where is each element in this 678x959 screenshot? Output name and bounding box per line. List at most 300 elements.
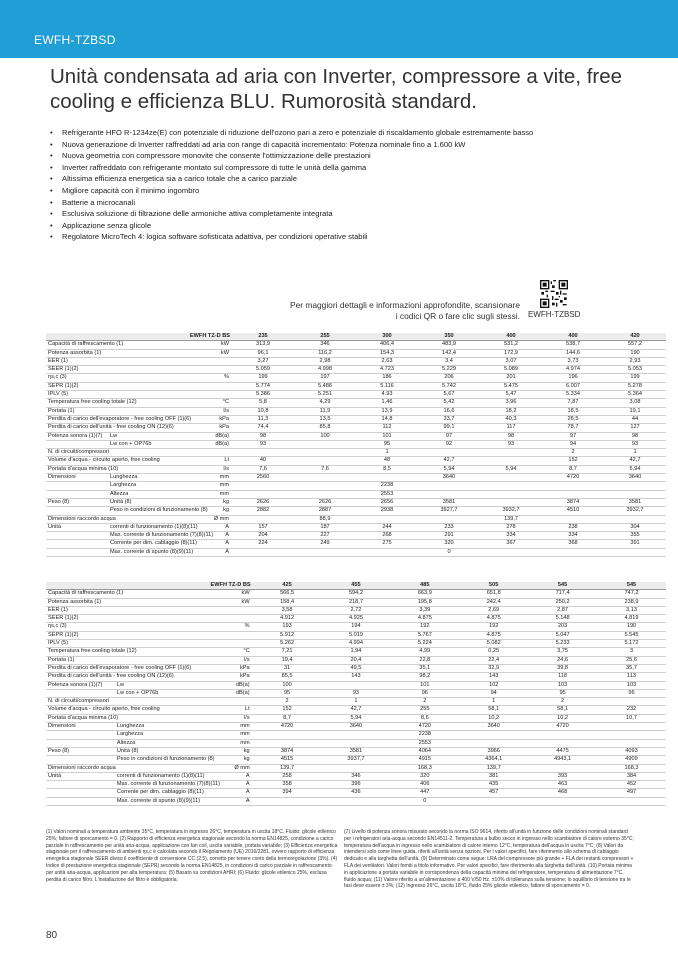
bullet-dot: • [50, 174, 53, 184]
feature-item [50, 220, 650, 232]
table-cell: 143 [322, 673, 391, 681]
table-cell: 5.059 [232, 366, 294, 374]
feature-item [50, 150, 650, 162]
table-column-header: 235 [232, 333, 294, 341]
table-cell: 250,2 [528, 598, 597, 606]
table-cell [480, 498, 542, 506]
table-cell: 3927,7 [418, 507, 480, 515]
table-cell [115, 764, 184, 772]
table-cell: 186 [356, 374, 418, 382]
table-cell [108, 382, 170, 390]
table-cell: Altezza [108, 490, 170, 498]
table-cell: 11,9 [294, 407, 356, 415]
table-model-label: EWFH TZ-D BS [46, 333, 232, 341]
table-row [46, 366, 666, 374]
table-cell: 2560 [232, 474, 294, 482]
table-cell [459, 739, 528, 747]
table-cell: 7,6 [232, 465, 294, 473]
table-cell: Lw con + OP76b [115, 689, 184, 697]
table-cell: kPa [170, 424, 232, 432]
table-cell: 3581 [418, 498, 480, 506]
table-cell: kPa [170, 415, 232, 423]
table-cell: 346 [322, 772, 391, 780]
table-cell: 3932,7 [480, 507, 542, 515]
table-cell: N. di circuiti/compressori [46, 698, 115, 706]
table-cell: 5.229 [418, 366, 480, 374]
table-cell: l/s [170, 465, 232, 473]
table-cell [115, 598, 184, 606]
table-cell: Peso (8) [46, 747, 115, 755]
table-cell: 31 [253, 664, 322, 672]
table-cell: 4.93 [356, 391, 418, 399]
table-row [46, 706, 666, 714]
table-column-header: 485 [390, 582, 459, 590]
table-cell: 346 [294, 341, 356, 349]
table-row [46, 432, 666, 440]
table-cell: 199 [232, 374, 294, 382]
table-cell [184, 631, 253, 639]
table-header-row [46, 333, 666, 341]
table-cell: 5.742 [418, 382, 480, 390]
table-cell [542, 482, 604, 490]
table-cell: dB(a) [170, 432, 232, 440]
table-cell: 5,67 [418, 391, 480, 399]
table-cell: 531,2 [480, 341, 542, 349]
table-cell: EER (1) [46, 606, 115, 614]
table-cell: 304 [604, 523, 666, 531]
table-cell: 190 [597, 623, 666, 631]
table-cell: 4475 [528, 747, 597, 755]
bullet-dot: • [50, 232, 53, 242]
table-cell: 3,73 [542, 357, 604, 365]
table-cell: 747,2 [597, 590, 666, 598]
table-cell: 4.974 [542, 366, 604, 374]
table-cell: 4720 [542, 474, 604, 482]
qr-caption: Per maggiori dettagli e informazioni approfondite, scansionare i codici QR o fare clic sugli stessi. [290, 300, 520, 321]
table-cell: 97 [542, 432, 604, 440]
table-cell: Temperatura free cooling totale (12) [48, 648, 137, 655]
table-cell: 58,1 [459, 706, 528, 714]
table-cell: kg [184, 756, 253, 764]
table-column-header: 255 [294, 333, 356, 341]
table-cell [322, 731, 391, 739]
table-row [46, 532, 666, 540]
table-row [46, 548, 666, 556]
table-cell: 4.912 [253, 615, 322, 623]
table-cell: 244 [356, 523, 418, 531]
table-row [46, 349, 666, 357]
table-cell: 2 [542, 449, 604, 457]
table-cell [170, 382, 232, 390]
table-cell: 5.251 [294, 391, 356, 399]
table-row [46, 407, 666, 415]
table-cell: Lt [170, 457, 232, 465]
table-cell: 5.233 [528, 640, 597, 648]
feature-item [50, 231, 650, 243]
table-cell: 118 [528, 673, 597, 681]
table-cell: dB(a) [184, 689, 253, 697]
table-cell [108, 366, 170, 374]
table-row [46, 540, 666, 548]
table-cell: 5.486 [294, 382, 356, 390]
table-cell [108, 449, 170, 457]
table-cell: 58,1 [528, 706, 597, 714]
table-cell: 4943,1 [528, 756, 597, 764]
bullet-dot: • [50, 185, 53, 195]
table-cell: dB(a) [184, 681, 253, 689]
table-row [46, 523, 666, 531]
table-cell: Dimensioni raccordo acqua [48, 764, 116, 771]
table-cell: 2,93 [604, 357, 666, 365]
table-cell [184, 615, 253, 623]
table-cell [108, 407, 170, 415]
table-cell: 5.224 [390, 640, 459, 648]
table-cell [115, 615, 184, 623]
table-cell: 96 [390, 689, 459, 697]
table-cell [46, 689, 115, 697]
table-cell: 5.148 [528, 615, 597, 623]
table-cell: 3,13 [597, 606, 666, 614]
table-row [46, 415, 666, 423]
table-cell: Lw con + OP76b [108, 440, 170, 448]
table-cell: l/s [170, 407, 232, 415]
table-cell: 233 [418, 523, 480, 531]
table-row [46, 772, 666, 780]
table-cell: Peso (8) [46, 498, 108, 506]
table-cell: A [184, 789, 253, 797]
table-cell: 468 [528, 789, 597, 797]
table-cell: SEPR (1)(2) [46, 631, 115, 639]
table-cell: 3,08 [604, 399, 666, 407]
table-cell: 5.172 [597, 640, 666, 648]
table-cell: 5.019 [322, 631, 391, 639]
table-cell: Potenza assorbita (1) [46, 349, 108, 357]
table-cell: 4.875 [459, 615, 528, 623]
table-row [46, 590, 666, 598]
table-cell [604, 548, 666, 556]
table-cell: 93 [604, 440, 666, 448]
table-cell: 2,63 [356, 357, 418, 365]
table-cell: 112 [356, 424, 418, 432]
table-cell: 4.819 [597, 615, 666, 623]
table-cell: 142,4 [418, 349, 480, 357]
table-cell: 8,7 [253, 714, 322, 722]
table-row [46, 424, 666, 432]
table-cell [232, 482, 294, 490]
table-cell: 190 [604, 349, 666, 357]
table-cell: Perdita di carico dell'unità - free cooling ON (12)(6) [48, 424, 174, 431]
table-cell: 406,4 [356, 341, 418, 349]
table-row [46, 399, 666, 407]
table-cell [108, 349, 170, 357]
table-cell: 78,7 [542, 424, 604, 432]
table-cell: kW [170, 341, 232, 349]
table-cell: 93 [232, 440, 294, 448]
table-cell: 196 [542, 374, 604, 382]
table-cell: 5,94 [322, 714, 391, 722]
table-cell: 10,7 [597, 714, 666, 722]
table-cell: 2656 [356, 498, 418, 506]
table-cell: 5.053 [604, 366, 666, 374]
table-cell: 22,4 [459, 656, 528, 664]
table-cell: 85,5 [253, 673, 322, 681]
feature-text: Regolatore MicroTech 4: logica software sofisticata adattiva, per condizioni operative stabili [62, 232, 368, 242]
feature-text: Applicazione senza glicole [62, 220, 152, 230]
table-cell: 139,7 [459, 764, 528, 772]
table-cell [46, 797, 115, 805]
table-cell [604, 515, 666, 523]
table-cell: Lunghezza [115, 723, 184, 731]
table-row [46, 457, 666, 465]
table-cell: 154,3 [356, 349, 418, 357]
table-cell: 7,87 [542, 399, 604, 407]
table-cell: mm [170, 482, 232, 490]
table-cell: 367 [480, 540, 542, 548]
table-cell [528, 764, 597, 772]
table-cell: 2,87 [528, 606, 597, 614]
table-cell [480, 482, 542, 490]
table-cell [115, 623, 184, 631]
table-cell: 11,3 [232, 415, 294, 423]
table-cell: 3,4 [418, 357, 480, 365]
table-cell: 2626 [294, 498, 356, 506]
feature-text: Batterie a microcanali [62, 197, 136, 207]
table-cell: 168,3 [597, 764, 666, 772]
table-cell: mm [184, 739, 253, 747]
table-column-header: 400 [542, 333, 604, 341]
table-cell: Max. corrente di spunto (8)(9)(11) [116, 797, 201, 804]
table-cell: 204 [232, 532, 294, 540]
table-cell: °C [170, 399, 232, 407]
feature-text: Inverter raffreddato con refrigerante montato sul compressore di tutte le unità della gamma [62, 162, 367, 172]
table-cell: 4.998 [294, 366, 356, 374]
table-cell: 24,6 [528, 656, 597, 664]
table-cell: 3640 [459, 723, 528, 731]
table-cell [294, 548, 356, 556]
table-cell [108, 357, 170, 365]
table-cell: 92 [418, 440, 480, 448]
table-cell: Perdita di carico dell'unità - free cooling ON (12)(6) [48, 673, 174, 680]
table-cell [356, 474, 418, 482]
table-cell: Capacità di raffrescamento (1) [48, 590, 124, 597]
table-cell [232, 449, 294, 457]
table-cell [115, 606, 184, 614]
bullet-dot: • [50, 197, 53, 207]
feature-text: Nuova generazione di Inverter raffreddati ad aria con range di capacità incrementato: Potenza nominale fino a 1.600 kW [62, 139, 466, 149]
table-cell: 238 [542, 523, 604, 531]
table-cell: 5.386 [232, 391, 294, 399]
table-cell: 2938 [356, 507, 418, 515]
table-cell: 358 [253, 781, 322, 789]
table-cell: 268 [356, 532, 418, 540]
table-cell: 5,8 [232, 399, 294, 407]
table-row [46, 631, 666, 639]
feature-text: Migliore capacità con il minimo ingombro [62, 185, 200, 195]
table-cell [108, 515, 170, 523]
table-cell: 396 [322, 781, 391, 789]
table-cell: 4,29 [294, 399, 356, 407]
table-cell: 334 [542, 532, 604, 540]
table-cell: 278 [480, 523, 542, 531]
footnotes-right: (7) Livello di potenza sonora misurato secondo la norma ISO 9614, riferito all'unità in funzione delle condizioni nominali standard per i refrigeratori aria-acqua secondo EN14511-2. Temperatura a bulbo secco in ingresso nello scambiatore di calore esterno 35°C; temperatura dell'acqua in ingresso nello scambiatore di calore interno 12°C, temperatura dell'acqua in uscita 7°C; (8) Valori da intendersi solo come linee guida, riferiti all'unità senza opzioni. Per i valori specifici, fare riferimento allo schema di cablaggio dedicato e alla targhetta dell'unità. (9) Determinato come segue: LRA del compressore più grande + FLA dei restanti compressori + FLA dei ventilatori. Valori forniti a titolo informativo. Per valori specifici, fare riferimento alla targhetta dell'unità. (10) Portata minima in applicazione a portata variabile in corrispondenza della capacità minima del refrigeratore, temperatura di alimentazione 7°C, fluido acqua; (11) Valore riferito a un'alimentazione a 400 V/50 Hz. ±10% di tolleranza sulla tensione; lo squilibrio di tensione tra le fasi deve essere ± 3%; (12) Ingresso 26°C, uscita 18°C, fluido 25% glicole etilenico, fattore di sporcamento = 0. [344, 829, 634, 890]
table-cell [46, 540, 108, 548]
table-cell: 242,4 [459, 598, 528, 606]
table-row [46, 797, 666, 805]
table-cell: 5.767 [390, 631, 459, 639]
table-cell: 232 [597, 706, 666, 714]
table-cell: 139,7 [253, 764, 322, 772]
table-cell: 663,9 [390, 590, 459, 598]
table-model-label: EWFH TZ-D BS [46, 582, 253, 590]
table-cell: 102 [459, 681, 528, 689]
table-cell: mm [184, 723, 253, 731]
table-cell: 5,42 [418, 399, 480, 407]
table-cell [108, 391, 170, 399]
table-cell [597, 731, 666, 739]
table-cell [46, 789, 115, 797]
table-cell: 49,5 [322, 664, 391, 672]
table-cell: 3581 [322, 747, 391, 755]
table-cell: 2882 [232, 507, 294, 515]
table-cell [170, 449, 232, 457]
table-cell: 4515 [253, 756, 322, 764]
table-cell [542, 490, 604, 498]
table-cell: kPa [184, 664, 253, 672]
table-cell [184, 698, 253, 706]
table-cell: 19,4 [253, 656, 322, 664]
table-cell: 2 [390, 698, 459, 706]
table-row [46, 747, 666, 755]
table-cell: 117 [480, 424, 542, 432]
table-cell [232, 548, 294, 556]
table-cell: 35,7 [597, 664, 666, 672]
table-cell: 3581 [604, 498, 666, 506]
table-header-row [46, 582, 666, 590]
table-cell [46, 781, 115, 789]
table-cell: 255 [390, 706, 459, 714]
table-cell: 192 [390, 623, 459, 631]
table-cell: 594,2 [322, 590, 391, 598]
table-cell: Ø mm [184, 764, 253, 772]
feature-item [50, 127, 650, 139]
table-cell [294, 449, 356, 457]
table-cell: 94 [459, 689, 528, 697]
table-cell: 206 [418, 374, 480, 382]
qr-label: EWFH-TZBSD [528, 310, 581, 319]
table-row [46, 507, 666, 515]
table-cell: 10,2 [459, 714, 528, 722]
table-row [46, 598, 666, 606]
table-cell: 99,1 [418, 424, 480, 432]
table-cell [253, 797, 322, 805]
table-cell: 2238 [390, 731, 459, 739]
feature-list [50, 127, 650, 243]
table-cell [542, 515, 604, 523]
table-cell: 42,7 [604, 457, 666, 465]
table-cell: 291 [418, 532, 480, 540]
table-cell: Unità (8) [115, 747, 184, 755]
table-cell: 7,6 [294, 465, 356, 473]
table-cell: 2 [253, 698, 322, 706]
table-row [46, 374, 666, 382]
table-cell [294, 457, 356, 465]
table-cell: 3640 [418, 474, 480, 482]
table-cell: 74,4 [232, 424, 294, 432]
table-cell [480, 474, 542, 482]
table-cell [115, 656, 184, 664]
table-cell: dB(a) [170, 440, 232, 448]
table-cell: 5.334 [542, 391, 604, 399]
table-cell: 4915 [390, 756, 459, 764]
table-cell [528, 731, 597, 739]
table-cell: 85,8 [294, 424, 356, 432]
table-cell: A [184, 797, 253, 805]
table-cell: 3 [597, 648, 666, 656]
table-cell: 3,58 [253, 606, 322, 614]
table-column-header: 455 [322, 582, 391, 590]
table-cell: 5,94 [480, 465, 542, 473]
table-cell: 127 [604, 424, 666, 432]
table-cell [294, 474, 356, 482]
table-cell: 1 [604, 449, 666, 457]
table-cell: correnti di funzionamento (1)(8)(11) [116, 772, 205, 779]
table-cell: 313,9 [232, 341, 294, 349]
table-cell [46, 482, 108, 490]
table-cell: 4.875 [390, 615, 459, 623]
table-cell: kPa [184, 673, 253, 681]
table-row [46, 474, 666, 482]
table-cell [232, 515, 294, 523]
table-cell: 113 [597, 673, 666, 681]
table-cell [170, 391, 232, 399]
table-cell: 717,4 [528, 590, 597, 598]
table-cell: ηs,c (3) [46, 374, 108, 382]
table-row [46, 465, 666, 473]
table-cell: 2238 [356, 482, 418, 490]
table-row [46, 382, 666, 390]
table-cell [597, 797, 666, 805]
table-cell: 1,94 [322, 648, 391, 656]
table-cell: 96,1 [232, 349, 294, 357]
table-cell: 100 [253, 681, 322, 689]
table-cell: 33,7 [418, 415, 480, 423]
table-row [46, 781, 666, 789]
table-cell [604, 482, 666, 490]
table-cell: 143 [459, 673, 528, 681]
qr-code-icon[interactable] [540, 280, 568, 308]
table-cell: 5,47 [480, 391, 542, 399]
table-cell: 4,99 [390, 648, 459, 656]
table-cell: Unità (8) [108, 498, 170, 506]
table-cell: 457 [459, 789, 528, 797]
table-cell: ηs,c (3) [46, 623, 115, 631]
table-cell [46, 532, 108, 540]
table-cell: A [170, 532, 232, 540]
table-cell: 3640 [322, 723, 391, 731]
table-row [46, 698, 666, 706]
table-cell: A [170, 540, 232, 548]
table-cell [184, 640, 253, 648]
table-row [46, 357, 666, 365]
table-cell [108, 374, 170, 382]
table-column-header: 300 [356, 333, 418, 341]
table-cell: 5.082 [459, 640, 528, 648]
table-row [46, 623, 666, 631]
table-row [46, 664, 666, 672]
table-cell: 334 [480, 532, 542, 540]
table-cell [46, 756, 115, 764]
table-cell: 355 [604, 532, 666, 540]
